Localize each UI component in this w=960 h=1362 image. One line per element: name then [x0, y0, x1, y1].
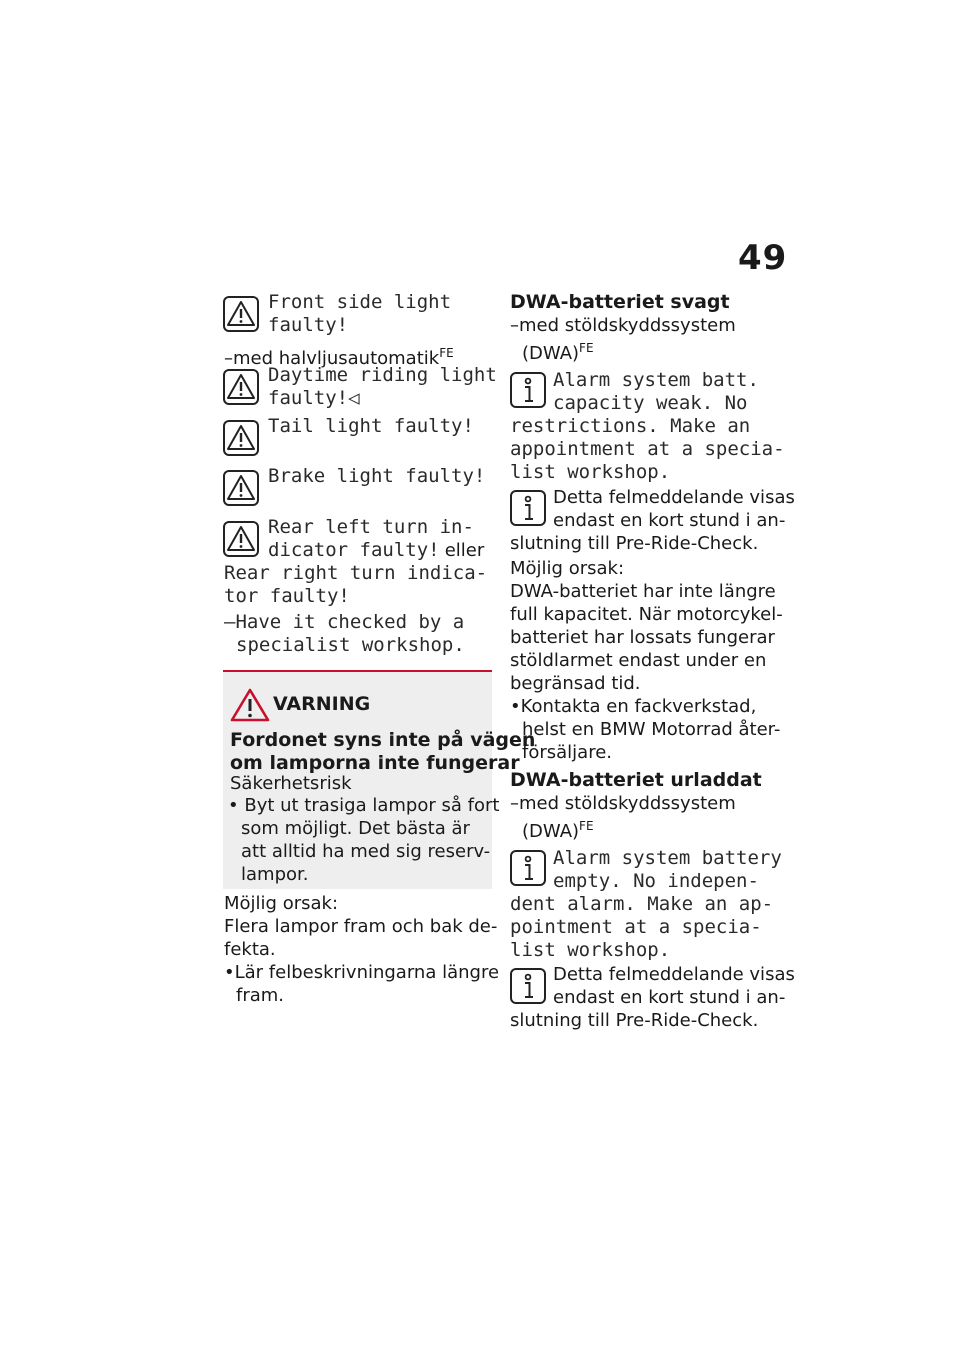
cause-label: Möjlig orsak:	[224, 893, 339, 914]
info-icon	[510, 850, 546, 886]
condition-dwa-empty-text: (DWA)	[522, 821, 580, 842]
fe-marker: FE	[579, 819, 594, 833]
cause-weak-line4: stöldlarmet endast under en	[510, 650, 767, 671]
or-word: eller	[444, 540, 485, 561]
message-check-line1: –Have it checked by a	[224, 611, 465, 633]
warning-triangle-icon	[223, 420, 259, 456]
message-battery-weak-line3: restrictions. Make an	[510, 415, 751, 437]
message-battery-empty-line3: dent alarm. Make an ap-	[510, 893, 774, 915]
message-front-side-line1: Front side light	[268, 291, 452, 313]
message-battery-weak-line1: Alarm system batt.	[553, 369, 759, 391]
cause-weak-line1: DWA-batteriet har inte längre	[510, 581, 776, 602]
warning-bullet-line1: • Byt ut trasiga lampor så fort	[228, 794, 499, 817]
message-battery-weak-line5: list workshop.	[510, 461, 671, 483]
condition-dwa-line1: –med stöldskyddssystem	[510, 315, 736, 336]
section-title-battery-weak: DWA-batteriet svagt	[510, 291, 730, 313]
condition-dwa-empty-line2	[522, 815, 594, 843]
condition-dwa-empty-line1: –med stöldskyddssystem	[510, 793, 736, 814]
info-battery-empty-line3: slutning till Pre-Ride-Check.	[510, 1010, 759, 1031]
info-battery-empty-line1: Detta felmeddelande visas	[553, 964, 795, 985]
info-battery-weak-line3: slutning till Pre-Ride-Check.	[510, 533, 759, 554]
message-rear-left-line2	[268, 539, 484, 562]
warning-triangle-icon	[223, 369, 259, 405]
fe-marker: FE	[579, 341, 594, 355]
condition-dwa-text: (DWA)	[522, 343, 580, 364]
warning-box	[223, 670, 536, 889]
cause-label-weak: Möjlig orsak:	[510, 558, 625, 579]
cause-weak-line2: full kapacitet. När motorcykel-	[510, 604, 783, 625]
warning-triangle-icon	[230, 688, 270, 722]
warning-bullet-line2: som möjligt. Det bästa är	[241, 818, 470, 839]
warning-heading-line1: Fordonet syns inte på vägen	[230, 729, 536, 751]
message-tail-light: Tail light faulty!	[268, 415, 474, 437]
message-front-side-line2: faulty!	[268, 314, 349, 336]
action-weak-line1: •Kontakta en fackverkstad,	[510, 696, 757, 717]
message-daytime-line1: Daytime riding light	[268, 364, 497, 386]
message-brake-light: Brake light faulty!	[268, 465, 486, 487]
cause-weak-line5: begränsad tid.	[510, 673, 641, 694]
page-number: 49	[738, 238, 788, 278]
warning-triangle-icon	[223, 296, 259, 332]
warning-title: VARNING	[273, 693, 371, 715]
message-check-line2: specialist workshop.	[236, 634, 465, 656]
warning-bullet-line3: att alltid ha med sig reserv-	[241, 841, 491, 862]
message-battery-weak-line2: capacity weak. No	[553, 392, 748, 414]
message-battery-empty-line1: Alarm system battery	[553, 847, 782, 869]
cause-line2: fekta.	[224, 939, 276, 960]
message-rear-right-line1: Rear right turn indica-	[224, 562, 488, 584]
message-battery-empty-line2: empty. No indepen-	[553, 870, 759, 892]
message-battery-empty-line5: list workshop.	[510, 939, 671, 961]
message-rear-right-line2: tor faulty!	[224, 585, 350, 607]
section-title-battery-empty: DWA-batteriet urladdat	[510, 769, 762, 791]
action-weak-line2: helst en BMW Motorrad åter-	[522, 719, 781, 740]
cause-weak-line3: batteriet har lossats fungerar	[510, 627, 775, 648]
message-battery-weak-line4: appointment at a specia-	[510, 438, 785, 460]
warning-heading-line2: om lamporna inte fungerar	[230, 752, 520, 774]
message-daytime-line2: faulty!◁	[268, 387, 360, 409]
info-battery-weak-line1: Detta felmeddelande visas	[553, 487, 795, 508]
condition-text: –med halvljusautomatik	[224, 348, 440, 369]
cause-line1: Flera lampor fram och bak de-	[224, 916, 498, 937]
action-weak-line3: försäljare.	[522, 742, 612, 763]
warning-bullet-line4: lampor.	[241, 864, 309, 885]
action-line2: fram.	[236, 985, 285, 1006]
message-rear-left-line1: Rear left turn in-	[268, 516, 474, 538]
condition-dwa-line2	[522, 337, 594, 365]
warning-risk: Säkerhetsrisk	[230, 773, 352, 794]
message-battery-empty-line4: pointment at a specia-	[510, 916, 762, 938]
info-icon	[510, 968, 546, 1004]
info-icon	[510, 372, 546, 408]
fe-marker: FE	[439, 346, 454, 360]
info-battery-empty-line2: endast en kort stund i an-	[553, 987, 786, 1008]
action-line1: •Lär felbeskrivningarna längre	[224, 962, 500, 983]
info-icon	[510, 490, 546, 526]
warning-triangle-icon	[223, 470, 259, 506]
message-rear-left-text: dicator faulty!	[268, 539, 440, 561]
info-battery-weak-line2: endast en kort stund i an-	[553, 510, 786, 531]
warning-triangle-icon	[223, 521, 259, 557]
